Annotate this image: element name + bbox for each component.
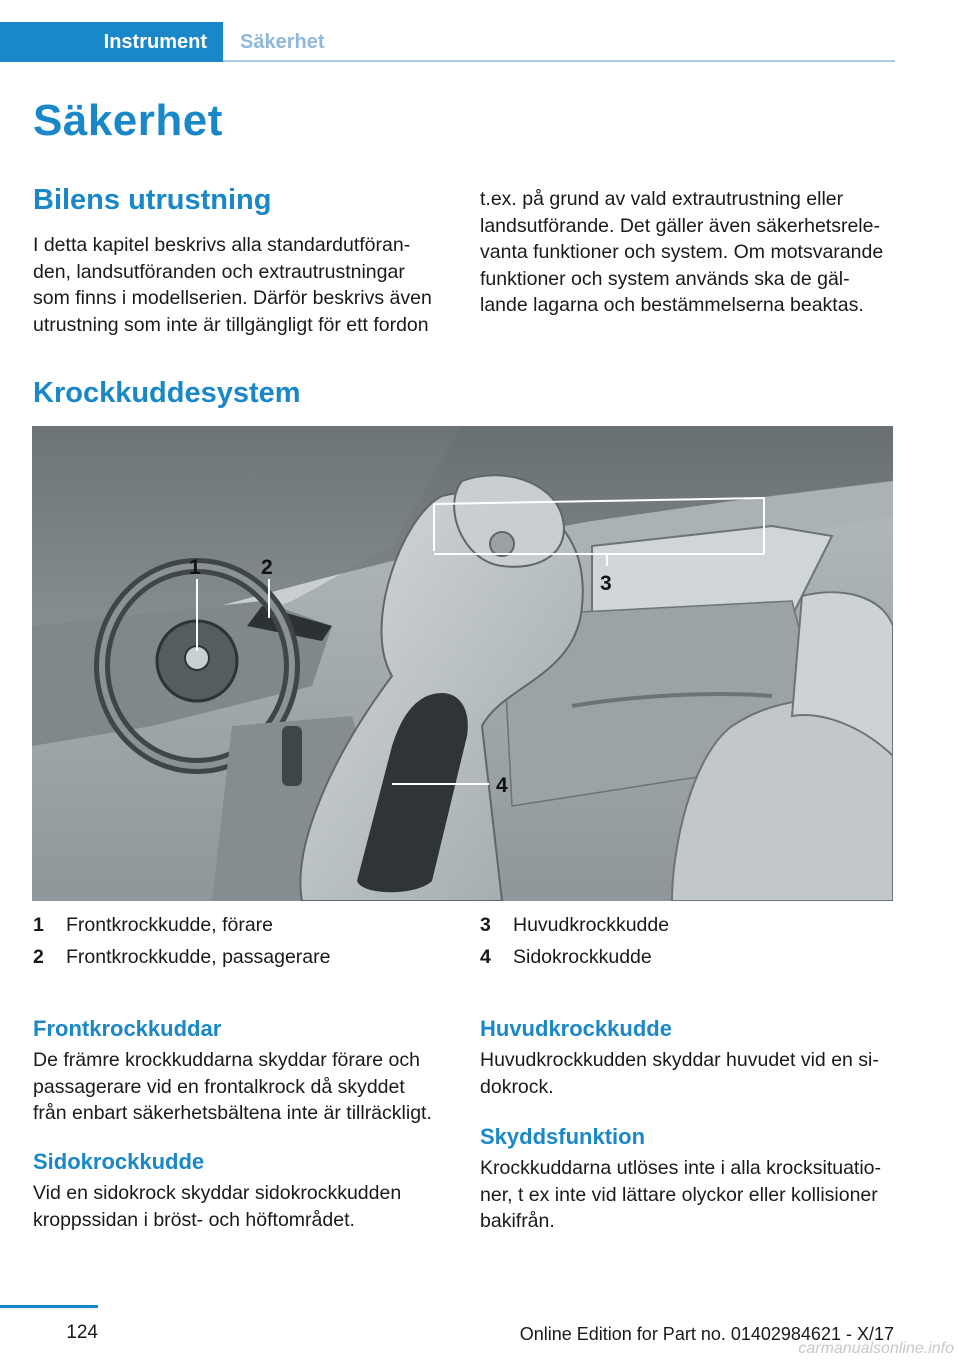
text-line: ner, t ex inte vid lättare olyckor eller kollisioner (480, 1183, 878, 1206)
section-title-bilens-utrustning: Bilens utrustning (33, 184, 272, 216)
text-line: t.ex. på grund av vald extrautrustning eller (480, 188, 844, 210)
text-line: Krockkuddarna utlöses inte i alla krocksituatio‐ (480, 1157, 882, 1179)
text-line: utrustning som inte är tillgängligt för ett fordon (33, 313, 429, 336)
legend-number: 2 (33, 946, 44, 968)
text-line: dokrock. (480, 1075, 554, 1098)
legend-text: Frontkrockkudde, förare (66, 914, 274, 936)
text-line: funktioner och system används ska de gäl‐ (480, 267, 850, 290)
tab-sakerhet-label: Säkerhet (240, 31, 325, 53)
text-line: landsutförande. Det gäller även säkerhetsrele‐ (480, 214, 880, 237)
page-number-rule (0, 1305, 98, 1308)
legend-number: 3 (480, 914, 491, 936)
legend-number: 1 (33, 914, 44, 936)
text-line: bakifrån. (480, 1210, 555, 1232)
legend-text: Frontkrockkudde, passagerare (66, 946, 331, 968)
subsection-title-frontkrockkuddar: Frontkrockkuddar (33, 1016, 222, 1041)
text-line: lande lagarna och bestämmelserna beaktas. (480, 294, 864, 316)
huvudkrockkudde-text (480, 1047, 910, 1100)
text-line: passagerare vid en frontalkrock då skyddet (33, 1075, 405, 1098)
section1-text-left (33, 232, 453, 338)
chapter-title: Säkerhet (33, 96, 223, 145)
section1-text-right (480, 186, 900, 319)
skyddsfunktion-text (480, 1155, 910, 1235)
callout-1: 1 (189, 556, 201, 579)
text-line: Vid en sidokrock skyddar sidokrockkudden (33, 1182, 402, 1204)
legend-text: Huvudkrockkudde (513, 914, 670, 936)
tab-sakerhet[interactable] (223, 22, 403, 62)
subsection-title-huvudkrockkudde: Huvudkrockkudde (480, 1016, 672, 1041)
text-line: De främre krockkuddarna skyddar förare och (33, 1049, 420, 1071)
legend-text: Sidokrockkudde (513, 946, 652, 968)
text-line: som finns i modellserien. Därför beskrivs även (33, 287, 432, 309)
text-line: från enbart säkerhetsbältena inte är tillräckligt. (33, 1102, 432, 1124)
subsection-title-sidokrockkudde: Sidokrockkudde (33, 1149, 205, 1174)
edition-footer: Online Edition for Part no. 01402984621 - X/17 (519, 1324, 894, 1344)
callout-4: 4 (496, 774, 508, 797)
text-line: I detta kapitel beskrivs alla standardutföran‐ (33, 234, 411, 256)
page-number: 124 (66, 1322, 98, 1343)
subsection-title-skyddsfunktion: Skyddsfunktion (480, 1124, 646, 1149)
sidokrockkudde-text (33, 1180, 463, 1233)
watermark: carmanualsonline.info (798, 1340, 954, 1357)
tab-instrument-label: Instrument (103, 31, 207, 53)
car-interior-drawing (32, 426, 893, 901)
text-line: vanta funktioner och system. Om motsvarande (480, 241, 884, 263)
tab-instrument[interactable] (0, 22, 223, 62)
callout-2: 2 (261, 556, 273, 579)
frontkrockkuddar-text (33, 1047, 463, 1127)
section-title-krockkuddesystem: Krockkuddesystem (33, 377, 301, 409)
text-line: kroppssidan i bröst- och höftområdet. (33, 1208, 355, 1231)
legend-number: 4 (480, 946, 491, 968)
callout-3: 3 (600, 572, 612, 595)
airbag-illustration (32, 426, 893, 901)
text-line: den, landsutföranden och extrautrustningar (33, 260, 405, 283)
header-divider (223, 60, 895, 62)
text-line: Huvudkrockkudden skyddar huvudet vid en si‐ (480, 1049, 879, 1071)
